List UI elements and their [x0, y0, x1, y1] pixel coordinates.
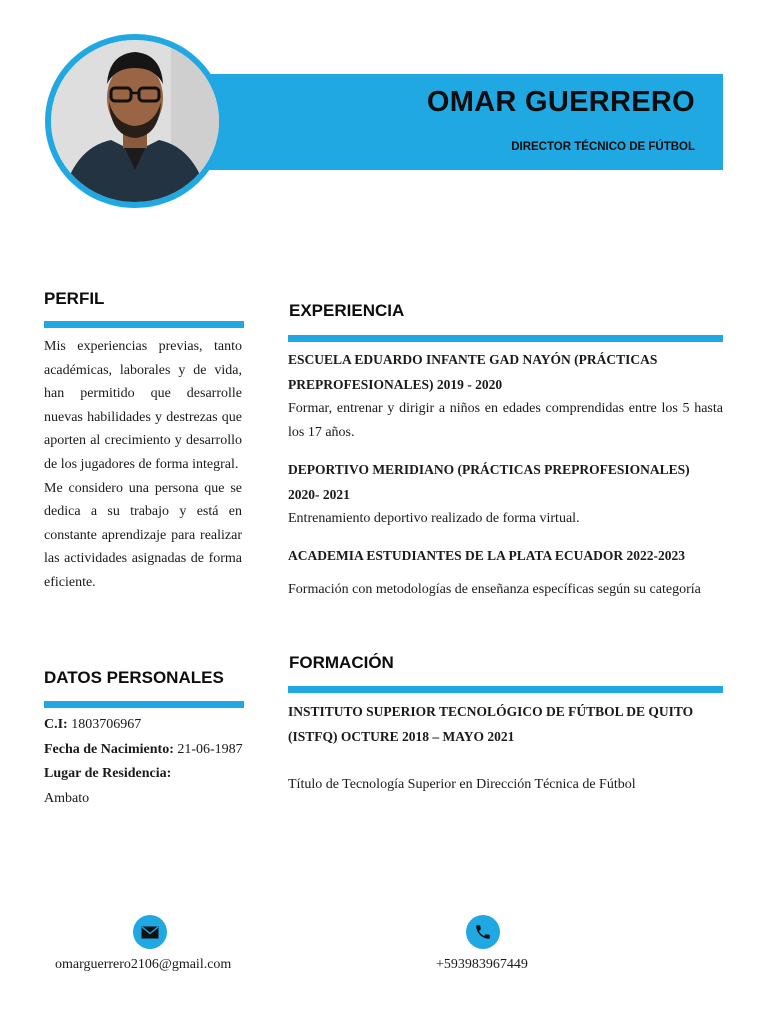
profile-photo	[51, 40, 219, 202]
personal-rule	[44, 701, 244, 708]
residence-value: Ambato	[44, 790, 90, 806]
profile-title: PERFIL	[44, 289, 105, 308]
experience-item-title: ACADEMIA ESTUDIANTES DE LA PLATA ECUADOR 2022-2023	[288, 548, 686, 563]
education-degree: Título de Tecnología Superior en Dirección Técnica de Fútbol	[288, 777, 636, 792]
ci-row	[44, 713, 244, 738]
experience-item-desc: Formar, entrenar y dirigir a niños en edades comprendidas entre los 5 hasta los 17 años.	[288, 401, 723, 440]
experience-item-desc: Formación con metodologías de enseñanza específicas según su categoría	[288, 582, 701, 597]
education-institution: INSTITUTO SUPERIOR TECNOLÓGICO DE FÚTBOL DE QUITO (ISTFQ) OCTURE 2018 – MAYO 2021	[288, 704, 694, 744]
personal-data	[44, 713, 244, 811]
experience-rule	[288, 335, 723, 342]
education-title: FORMACIÓN	[289, 653, 394, 672]
envelope-icon	[133, 915, 167, 949]
experience-item	[288, 543, 723, 602]
ci-value: 1803706967	[71, 717, 142, 732]
profile-paragraph: Me considero una persona que se dedica a su trabajo y está en constante aprendizaje para realizar las actividades asignadas de forma eficiente.	[44, 480, 242, 590]
header-band	[196, 74, 723, 170]
phone-link[interactable]: +593983967449	[436, 957, 528, 972]
experience-item-title: DEPORTIVO MERIDIANO (PRÁCTICAS PREPROFESIONALES) 2020- 2021	[288, 462, 690, 502]
experience-item	[288, 347, 723, 444]
birth-value: 21-06-1987	[177, 741, 243, 757]
email-link[interactable]: omarguerrero2106@gmail.com	[55, 957, 232, 972]
candidate-name: OMAR GUERRERO	[426, 86, 695, 118]
profile-text	[44, 335, 242, 595]
personal-title: DATOS PERSONALES	[44, 668, 224, 687]
birth-label: Fecha de Nacimiento:	[44, 741, 174, 757]
profile-paragraph: Mis experiencias previas, tanto académicas, laborales y de vida, han permitido que desarrolle nuevas habilidades y destrezas que aporten al crecimiento y desarrollo de los jugadores de forma integral.	[44, 339, 242, 472]
education-rule	[288, 686, 723, 693]
experience-title: EXPERIENCIA	[289, 301, 405, 320]
experience-item-desc: Entrenamiento deportivo realizado de forma virtual.	[288, 511, 580, 526]
education-item	[288, 699, 723, 797]
candidate-role: DIRECTOR TÉCNICO DE FÚTBOL	[511, 141, 695, 153]
ci-label: C.I:	[44, 717, 68, 732]
experience-item-title: ESCUELA EDUARDO INFANTE GAD NAYÓN (PRÁCTICAS PREPROFESIONALES) 2019 - 2020	[288, 352, 658, 392]
residence-label: Lugar de Residencia:	[44, 766, 172, 781]
residence-row	[44, 762, 244, 787]
profile-photo-frame	[45, 34, 225, 208]
experience-item	[288, 457, 723, 531]
birth-row	[44, 738, 244, 763]
profile-rule	[44, 321, 244, 328]
phone-icon	[466, 915, 500, 949]
